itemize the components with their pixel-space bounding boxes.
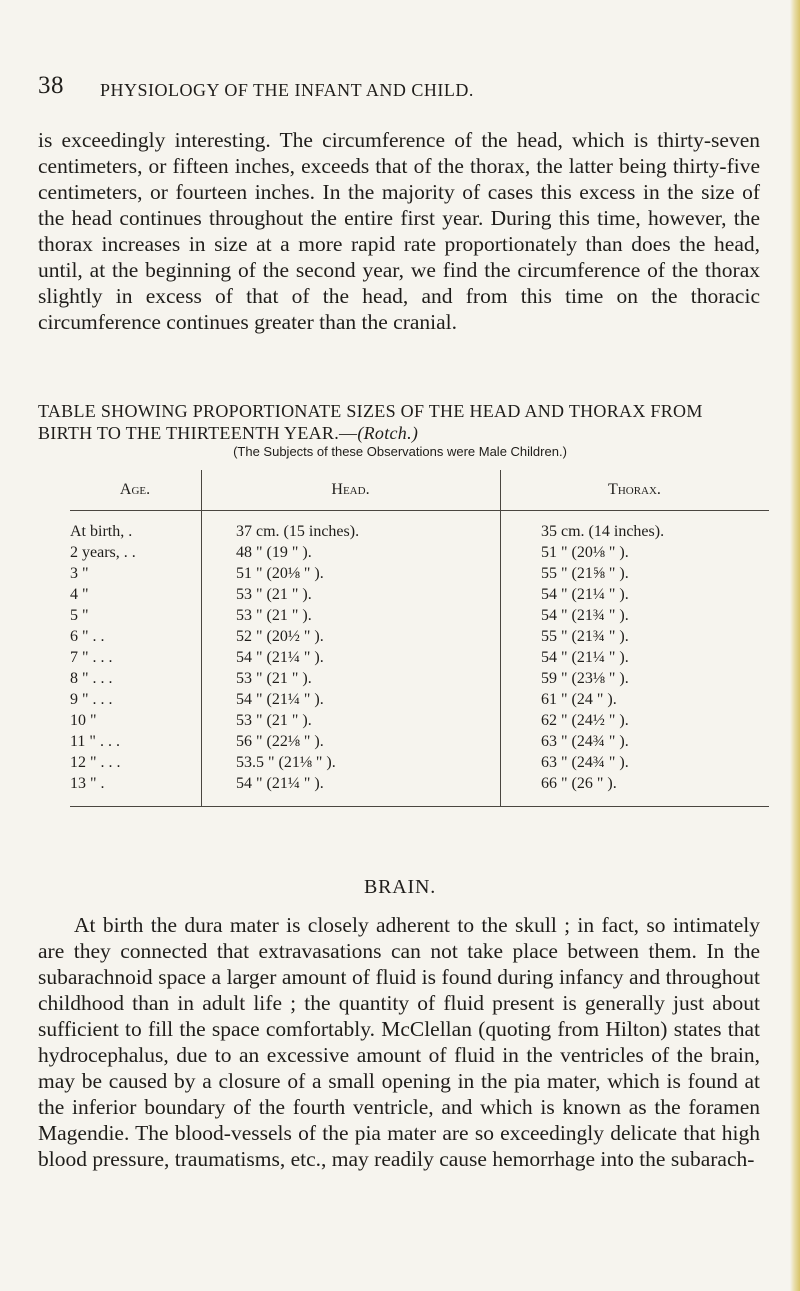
age-cell: 9 " . . . [70, 691, 113, 708]
thorax-cell: 55 " (21¾ " ). [501, 626, 770, 647]
age-cell: At birth, . [70, 523, 133, 540]
page-edge [790, 0, 800, 1291]
age-cell: 10 " [70, 712, 97, 729]
head-cell: 54 " (21¼ " ). [202, 773, 501, 807]
age-cell: 3 " [70, 565, 89, 582]
table-row [70, 731, 769, 752]
age-cell: 11 " . . . [70, 733, 120, 750]
table-header-row [70, 470, 769, 511]
age-cell: 8 " . . . [70, 670, 113, 687]
age-cell: 7 " . . . [70, 649, 113, 666]
head-cell: 54 " (21¼ " ). [202, 647, 501, 668]
head-cell: 53.5 " (21⅛ " ). [202, 752, 501, 773]
thorax-cell: 51 " (20⅛ " ). [501, 542, 770, 563]
brain-paragraph: At birth the dura mater is closely adherent to the skull ; in fact, so intimately are they connected that extravasations can not take place between them. In the subarachnoid space a larger amount of fluid is found during infancy and throughout childhood than in adult life ; the quantity of fluid present is generally just about sufficient to fill the space comfortably. McClellan (quoting from Hilton) states that hydrocephalus, due to an excessive amount of fluid in the ventricles of the brain, may be caused by a closure of a small opening in the pia mater, which is found at the inferior boundary of the fourth ventricle, and which is known as the foramen Magendie. The blood-vessels of the pia mater are so exceedingly delicate that high blood pressure, traumatisms, etc., may readily cause hemorrhage into the subarach- [38, 913, 760, 1171]
running-title: PHYSIOLOGY OF THE INFANT AND CHILD. [100, 80, 474, 100]
age-cell: 13 " . [70, 775, 105, 792]
table-row [70, 668, 769, 689]
thorax-cell: 63 " (24¾ " ). [501, 752, 770, 773]
table-row [70, 542, 769, 563]
head-cell: 53 " (21 " ). [202, 668, 501, 689]
column-header-age: Age. [70, 470, 202, 511]
table-row [70, 752, 769, 773]
thorax-cell: 66 " (26 " ). [501, 773, 770, 807]
head-cell: 48 " (19 " ). [202, 542, 501, 563]
table-row [70, 563, 769, 584]
column-header-thorax: Thorax. [501, 470, 770, 511]
thorax-cell: 61 " (24 " ). [501, 689, 770, 710]
thorax-cell: 54 " (21¼ " ). [501, 647, 770, 668]
head-cell: 53 " (21 " ). [202, 584, 501, 605]
page-number: 38 [38, 72, 64, 99]
head-cell: 37 cm. (15 inches). [202, 511, 501, 543]
head-cell: 56 " (22⅛ " ). [202, 731, 501, 752]
table-title-text: TABLE SHOWING PROPORTIONATE SIZES OF THE HEAD AND THORAX FROM BIRTH TO THE THIRTEENTH YEAR.— [38, 401, 703, 443]
table-row [70, 511, 769, 543]
intro-paragraph: is exceedingly interesting. The circumference of the head, which is thirty-seven centimeters, or fifteen inches, exceeds that of the thorax, the latter being thirty-five centimeters, or fourteen inches. In the majority of cases this excess in the size of the head continues throughout the entire first year. During this time, however, the thorax increases in size at a more rapid rate proportionately than does the head, until, at the beginning of the second year, we find the circumference of the thorax slightly in excess of that of the head, and from this time on the thoracic circumference continues greater than the cranial. [38, 128, 760, 334]
section-heading-brain: BRAIN. [363, 876, 437, 898]
head-cell: 53 " (21 " ). [202, 605, 501, 626]
age-cell: 6 " . . [70, 628, 105, 645]
thorax-cell: 55 " (21⅝ " ). [501, 563, 770, 584]
proportions-table [70, 470, 769, 807]
thorax-cell: 62 " (24½ " ). [501, 710, 770, 731]
thorax-cell: 54 " (21¼ " ). [501, 584, 770, 605]
head-cell: 54 " (21¼ " ). [202, 689, 501, 710]
table-row [70, 773, 769, 807]
thorax-cell: 59 " (23⅛ " ). [501, 668, 770, 689]
table-row [70, 647, 769, 668]
head-cell: 51 " (20⅛ " ). [202, 563, 501, 584]
table-row [70, 605, 769, 626]
age-cell: 5 " [70, 607, 89, 624]
head-cell: 52 " (20½ " ). [202, 626, 501, 647]
table-subtitle: (The Subjects of these Observations were Male Children.) [233, 444, 567, 459]
thorax-cell: 54 " (21¾ " ). [501, 605, 770, 626]
table-row [70, 626, 769, 647]
table-title [38, 400, 760, 444]
column-header-head: Head. [202, 470, 501, 511]
head-cell: 53 " (21 " ). [202, 710, 501, 731]
table-source: (Rotch.) [357, 423, 419, 443]
table-row [70, 710, 769, 731]
table-row [70, 584, 769, 605]
age-cell: 4 " [70, 586, 89, 603]
thorax-cell: 63 " (24¾ " ). [501, 731, 770, 752]
age-cell: 12 " . . . [70, 754, 121, 771]
table-row [70, 689, 769, 710]
age-cell: 2 years, . . [70, 544, 136, 561]
thorax-cell: 35 cm. (14 inches). [501, 511, 770, 543]
